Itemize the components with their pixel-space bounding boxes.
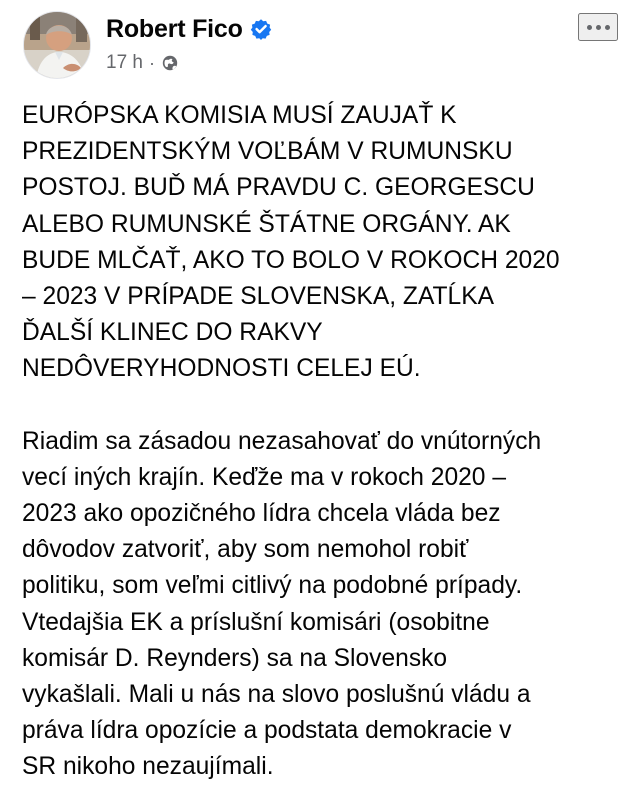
text-line: vykašlali. Mali u nás na slovo poslušnú vládu a — [22, 681, 531, 708]
verified-badge-icon — [250, 18, 272, 40]
more-dot-icon — [596, 25, 601, 30]
text-line: PREZIDENTSKÝM VOĽBÁM V RUMUNSKU — [22, 138, 513, 166]
text-line: politiku, som veľmi citlivý na podobné prípady. — [22, 572, 523, 600]
text-line: Riadim sa zásadou nezasahovať do vnútorných — [22, 427, 542, 455]
post-meta — [106, 51, 179, 75]
text-line: komisár D. Reynders) sa na Slovensko — [22, 644, 448, 672]
more-dot-icon — [587, 25, 592, 30]
text-line: ĎALŠÍ KLINEC DO RAKVY — [22, 319, 323, 347]
text-line: NEDÔVERYHODNOSTI CELEJ EÚ. — [22, 355, 421, 383]
text-line: dôvodov zatvoriť, aby som nemohol robiť — [22, 536, 469, 564]
text-line: BUDE MLČAŤ, AKO TO BOLO V ROKOCH 2020 — [22, 246, 560, 274]
more-dot-icon — [605, 25, 610, 30]
globe-icon — [161, 54, 179, 72]
text-line: EURÓPSKA KOMISIA MUSÍ ZAUJAŤ K — [22, 102, 457, 129]
text-line: – 2023 V PRÍPADE SLOVENSKA, ZATĹKA — [22, 282, 495, 310]
post-text — [22, 98, 626, 786]
text-line: POSTOJ. BUĎ MÁ PRAVDU C. GEORGESCU — [22, 174, 535, 202]
text-line: 2023 ako opozičného lídra chcela vláda bez — [22, 500, 501, 528]
post-header — [0, 0, 634, 96]
author-name[interactable]: Robert Fico — [106, 14, 243, 43]
post-paragraph-explanation — [22, 424, 626, 786]
post-time[interactable]: 17 h — [106, 52, 143, 73]
author-avatar[interactable] — [23, 11, 91, 79]
text-line: práva lídra opozície a podstata demokracie v — [22, 717, 512, 745]
post-paragraph-uppercase — [22, 98, 626, 388]
profile-photo — [24, 12, 91, 79]
more-options-button[interactable] — [578, 13, 618, 41]
text-line: ALEBO RUMUNSKÉ ŠTÁTNE ORGÁNY. AK — [22, 210, 511, 238]
text-line: SR nikoho nezaujímali. — [22, 753, 274, 781]
text-line: Vtedajšia EK a príslušní komisári (osobitne — [22, 608, 490, 636]
meta-separator: · — [148, 53, 155, 73]
author-row — [106, 12, 272, 46]
text-line: vecí iných krajín. Keďže ma v rokoch 2020 – — [22, 463, 506, 491]
